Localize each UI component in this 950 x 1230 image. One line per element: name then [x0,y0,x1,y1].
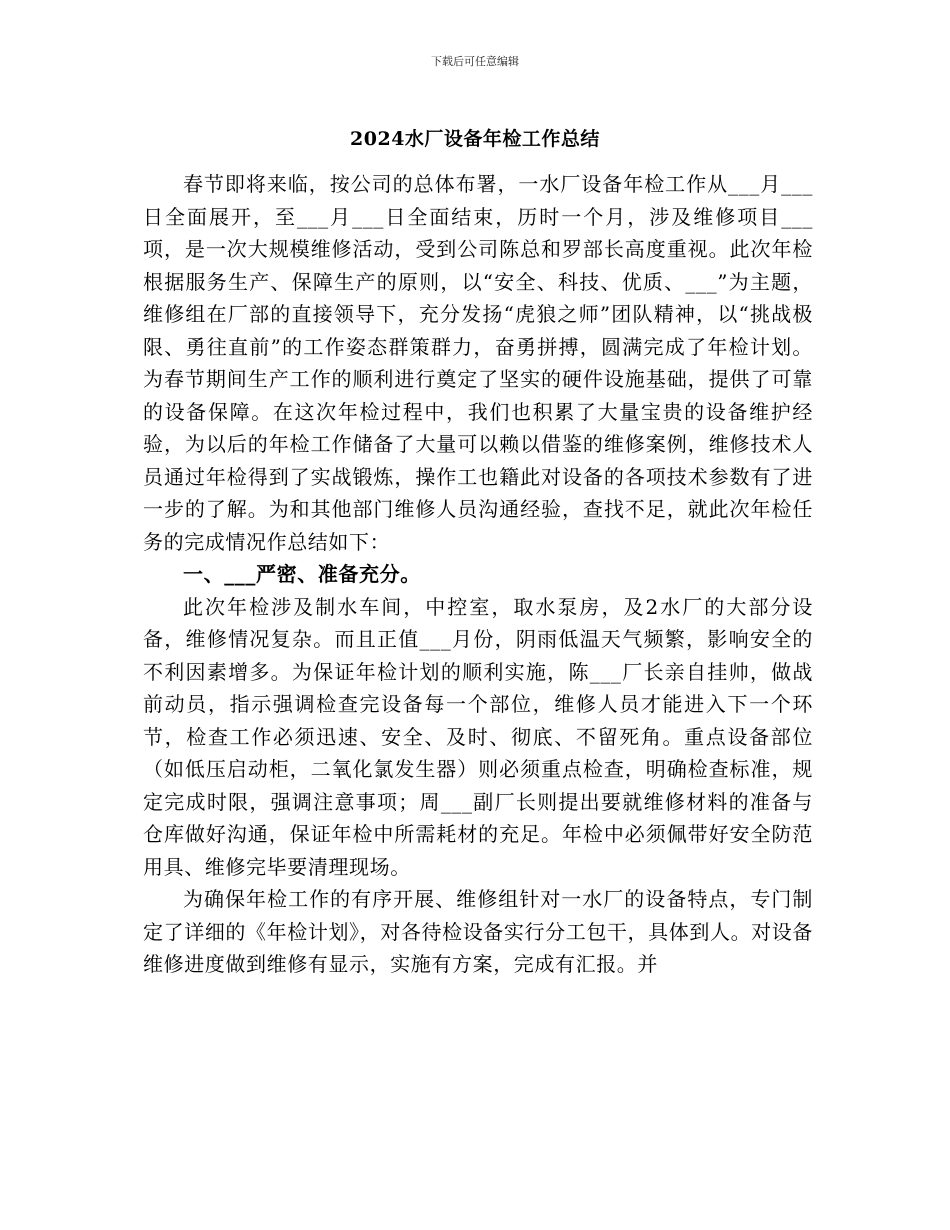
paragraph-section-1: 此次年检涉及制水车间，中控室，取水泵房，及2水厂的大部分设备，维修情况复杂。而且正值___月份，阴雨低温天气频繁，影响安全的不利因素增多。为保证年检计划的顺利实施，陈___厂长亲自挂帅，做战前动员，指示强调检查完设备每一个部位，维修人员才能进入下一个环节，检查工作必须迅速、安全、及时、彻底、不留死角。重点设备部位（如低压启动柜，二氧化氯发生器）则必须重点检查，明确检查标准，规定完成时限，强调注意事项；周___副厂长则提出要就维修材料的准备与仓库做好沟通，保证年检中所需耗材的充足。年检中必须佩带好安全防范用具、维修完毕要清理现场。 [143,594,813,879]
header-note: 下载后可任意编辑 [431,55,519,68]
document-title: 2024水厂设备年检工作总结 [350,128,600,150]
paragraph-intro: 春节即将来临，按公司的总体布署，一水厂设备年检工作从___月___日全面展开，至___月___日全面结束，历时一个月，涉及维修项目___项，是一次大规模维修活动，受到公司陈总和罗部长高度重视。此次年检根据服务生产、保障生产的原则，以“安全、科技、优质、___”为主题，维修组在厂部的直接领导下，充分发扬“虎狼之师”团队精神，以“挑战极限、勇往直前”的工作姿态群策群力，奋勇拼搏，圆满完成了年检计划。为春节期间生产工作的顺利进行奠定了坚实的硬件设施基础，提供了可靠的设备保障。在这次年检过程中，我们也积累了大量宝贵的设备维护经验，为以后的年检工作储备了大量可以赖以借鉴的维修案例，维修技术人员通过年检得到了实战锻炼，操作工也籍此对设备的各项技术参数有了进一步的了解。为和其他部门维修人员沟通经验，查找不足，就此次年检任务的完成情况作总结如下： [143,172,813,554]
section-heading-1: 一、___严密、准备充分。 [183,562,421,586]
document-body [143,168,813,981]
paragraph-plan: 为确保年检工作的有序开展、维修组针对一水厂的设备特点，专门制定了详细的《年检计划》，对各待检设备实行分工包干，具体到人。对设备维修进度做到维修有显示，实施有方案，完成有汇报。并 [143,887,813,976]
